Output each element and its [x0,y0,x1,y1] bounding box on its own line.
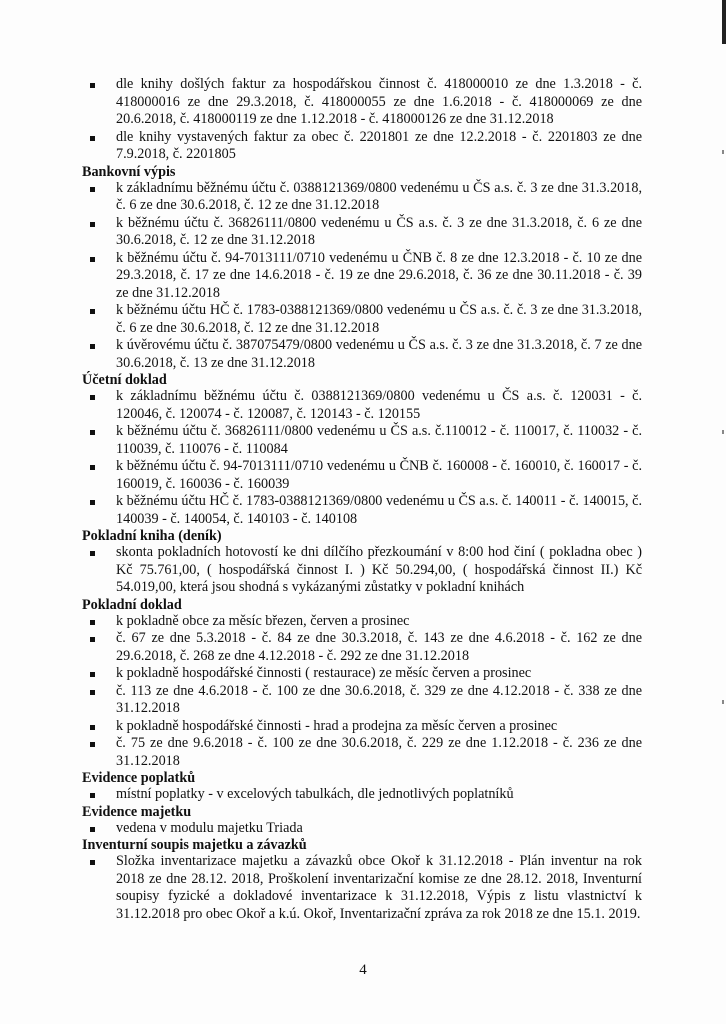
scan-edge-mark [722,0,726,44]
section-heading: Evidence poplatků [82,770,196,786]
bullet-list [82,544,642,597]
bullet-list [82,786,642,804]
list-item: k základnímu běžnému účtu č. 0388121369/0800 vedenému u ČS a.s. č. 120031 - č. 120046, č. 120074 - č. 120087, č. 120143 - č. 120155 [82,388,642,423]
document-page [82,76,642,923]
list-item: k úvěrovému účtu č. 387075479/0800 vedenému u ČS a.s. č. 3 ze dne 31.3.2018, č. 7 ze dne 30.6.2018, č. 13 ze dne 31.12.2018 [82,337,642,372]
section [82,837,642,923]
bullet-list [82,613,642,771]
list-item: k pokladně hospodářské činnosti - hrad a prodejna za měsíc červen a prosinec [82,718,642,736]
list-item: dle knihy došlých faktur za hospodářskou činnost č. 418000010 ze dne 1.3.2018 - č. 418000016 ze dne 29.3.2018, č. 418000055 ze dne 1.6.2018 - č. 418000069 ze dne 20.6.2018, č. 418000119 ze dne 1.12.2018 - č. 418000126 ze dne 31.12.2018 [82,76,642,129]
list-item: Složka inventarizace majetku a závazků obce Okoř k 31.12.2018 - Plán inventur na rok 2018 ze dne 28.12. 2018, Proškolení inventarizační komise ze dne 28.12. 2018, Inventurní soupisy fyzické a dokladové inventarizace k 31.12.2018, Výpis z listu vlastnictví k 31.12.2018 pro obec Okoř a k.ú. Okoř, Inventarizační zpráva za rok 2018 ze dne 15.1. 2019. [82,853,642,923]
section [82,804,642,838]
section [82,528,642,597]
list-item: k běžnému účtu č. 36826111/0800 vedenému u ČS a.s. č. 3 ze dne 31.3.2018, č. 6 ze dne 30.6.2018, č. 12 ze dne 31.12.2018 [82,215,642,250]
scan-edge-mark [722,150,724,154]
section [82,164,642,373]
list-item: k běžnému účtu HČ č. 1783-0388121369/0800 vedenému u ČS a.s. č. č. 3 ze dne 31.3.2018, č. 6 ze dne 30.6.2018, č. 12 ze dne 31.12.2018 [82,302,642,337]
list-item: k běžnému účtu č. 36826111/0800 vedenému u ČS a.s. č.110012 - č. 110017, č. 110032 - č. 110039, č. 110076 - č. 110084 [82,423,642,458]
list-item: k běžnému účtu HČ č. 1783-0388121369/0800 vedenému u ČS a.s. č. 140011 - č. 140015, č. 140039 - č. 140054, č. 140103 - č. 140108 [82,493,642,528]
list-item: k pokladně obce za měsíc březen, červen a prosinec [82,613,642,631]
list-item: dle knihy vystavených faktur za obec č. 2201801 ze dne 12.2.2018 - č. 2201803 ze dne 7.9.2018, č. 2201805 [82,129,642,164]
scan-edge-mark [722,700,724,704]
page-number: 4 [359,962,367,978]
list-item: k pokladně hospodářské činnosti ( restaurace) ze měsíc červen a prosinec [82,665,642,683]
section [82,597,642,771]
list-item: č. 113 ze dne 4.6.2018 - č. 100 ze dne 30.6.2018, č. 329 ze dne 4.12.2018 - č. 338 ze dne 31.12.2018 [82,683,642,718]
bullet-list [82,853,642,923]
list-item: č. 75 ze dne 9.6.2018 - č. 100 ze dne 30.6.2018, č. 229 ze dne 1.12.2018 - č. 236 ze dne 31.12.2018 [82,735,642,770]
bullet-list [82,388,642,528]
bullet-list [82,76,642,164]
section [82,372,642,528]
section-heading: Evidence majetku [82,803,192,820]
section-heading: Účetní doklad [82,372,167,388]
list-item: č. 67 ze dne 5.3.2018 - č. 84 ze dne 30.3.2018, č. 143 ze dne 4.6.2018 - č. 162 ze dne 29.6.2018, č. 268 ze dne 4.12.2018 - č. 292 ze dne 31.12.2018 [82,630,642,665]
list-item: skonta pokladních hotovostí ke dni dílčího přezkoumání v 8:00 hod činí ( pokladna obec ) Kč 75.761,00, ( hospodářská činnost I. ) Kč 50.294,00, ( hospodářská činnost II.) Kč 54.019,00, která jsou shodná s vykázanými zůstatky v pokladní knihách [82,544,642,597]
section [82,770,642,804]
scan-edge-mark [722,430,724,434]
list-item: vedena v modulu majetku Triada [82,820,642,838]
bullet-list [82,180,642,373]
list-item: místní poplatky - v excelových tabulkách, dle jednotlivých poplatníků [82,786,642,804]
section-heading: Bankovní výpis [82,163,176,180]
list-item: k běžnému účtu č. 94-7013111/0710 vedenému u ČNB č. 8 ze dne 12.3.2018 - č. 10 ze dne 29.3.2018, č. 17 ze dne 14.6.2018 - č. 19 ze dne 29.6.2018, č. 36 ze dne 30.11.2018 - č. 39 ze dne 31.12.2018 [82,250,642,303]
section-heading: Inventurní soupis majetku a závazků [82,837,307,853]
list-item: k běžnému účtu č. 94-7013111/0710 vedenému u ČNB č. 160008 - č. 160010, č. 160017 - č. 160019, č. 160036 - č. 160039 [82,458,642,493]
section-heading: Pokladní kniha (deník) [82,528,222,544]
section [82,76,642,164]
bullet-list [82,820,642,838]
section-heading: Pokladní doklad [82,596,182,613]
list-item: k základnímu běžnému účtu č. 0388121369/0800 vedenému u ČS a.s. č. 3 ze dne 31.3.2018, č. 6 ze dne 30.6.2018, č. 12 ze dne 31.12.2018 [82,180,642,215]
